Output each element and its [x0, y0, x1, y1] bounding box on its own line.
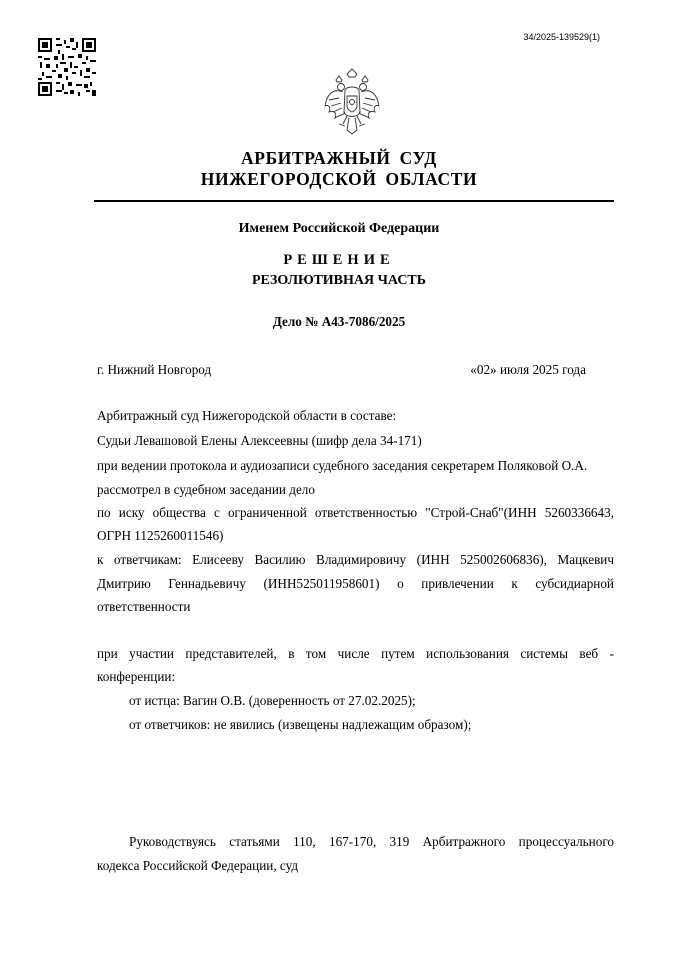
case-number: Дело № А43-7086/2025 [272, 314, 406, 329]
city: г. Нижний Новгород [97, 362, 212, 377]
judge-line: Судьи Левашовой Елены Алексеевны (шифр дела 34-171) [97, 433, 422, 448]
qr-code-icon [38, 38, 96, 96]
court-composition: Арбитражный суд Нижегородской области в составе: [97, 408, 397, 423]
coat-of-arms-icon [323, 68, 381, 138]
participation-line-2: конференции: [97, 669, 176, 684]
decision-heading: РЕШЕНИЕ [283, 252, 395, 268]
case-reference-number: 34/2025-139529(1) [523, 32, 600, 42]
claim-line-1: по иску общества с ограниченной ответственностью "Строй-Снаб"(ИНН 5260336643, [97, 505, 614, 520]
claim-line-2: ОГРН 1125260011546) [97, 528, 224, 543]
defendants-line-2: Дмитрию Геннадьевичу (ИНН525011958601) о привлечении к субсидиарной [97, 576, 614, 591]
participation-line-1: при участии представителей, в том числе путем использования системы веб - [97, 646, 614, 661]
secretary-line: при ведении протокола и аудиозаписи судебного заседания секретарем Поляковой О.А. [97, 458, 588, 473]
defendants-line-3: ответственности [97, 599, 191, 614]
plaintiff-representative: от истца: Вагин О.В. (доверенность от 27.02.2025); [129, 693, 416, 708]
court-name-line-1: АРБИТРАЖНЫЙ СУД [241, 148, 437, 168]
decision-date: «02» июля 2025 года [470, 362, 586, 377]
in-name-heading: Именем Российской Федерации [238, 221, 440, 236]
operative-part-heading: РЕЗОЛЮТИВНАЯ ЧАСТЬ [251, 273, 427, 288]
defendants-line-1: к ответчикам: Елисееву Василию Владимировичу (ИНН 525002606836), Мацкевич [97, 552, 614, 567]
guided-line-1: Руководствуясь статьями 110, 167-170, 319 Арбитражного процессуального [129, 834, 614, 849]
court-name-line-2: НИЖЕГОРОДСКОЙ ОБЛАСТИ [200, 169, 478, 189]
defendant-representative: от ответчиков: не явились (извещены надлежащим образом); [129, 717, 472, 732]
header-divider [94, 200, 614, 202]
considered-line: рассмотрел в судебном заседании дело [97, 482, 315, 497]
guided-line-2: кодекса Российской Федерации, суд [97, 858, 299, 873]
